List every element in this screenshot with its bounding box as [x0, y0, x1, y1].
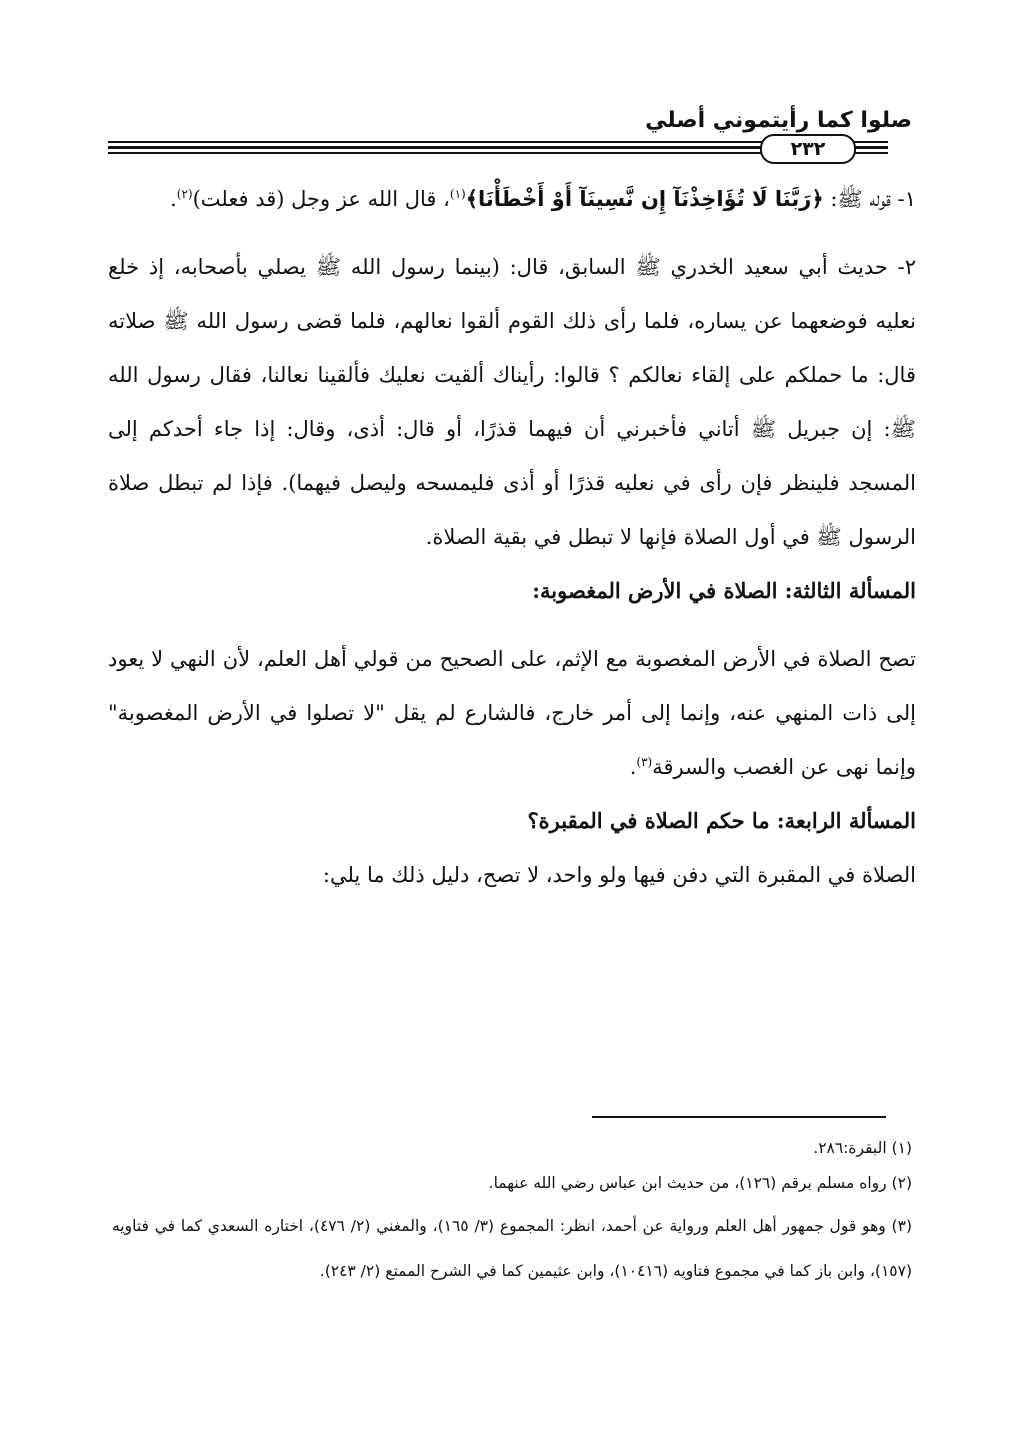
footnote-ref-1: (١): [449, 187, 466, 201]
footnote-2: (٢) رواه مسلم برقم (١٢٦)، من حديث ابن عباس رضي الله عنهما.: [488, 1174, 912, 1192]
quran-verse: ﴿رَبَّنَا لَا تُؤَاخِذْنَآ إِن نَّسِينَآ أَوْ أَخْطَأْنَا﴾: [465, 187, 824, 211]
page-number: ٢٣٢: [760, 134, 856, 164]
paragraph-3-text: تصح الصلاة في الأرض المغصوبة مع الإثم، على الصحيح من قولي أهل العلم، لأن النهي لا يعود إلى ذات المنهي عنه، وإنما إلى أمر خارج، فالشارع لم يقل "لا تصلوا في الأرض المغصوبة" وإنما نهى عن الغصب والسرقة: [108, 647, 916, 779]
footnote-ref-2: (٢): [176, 187, 193, 201]
paragraph-2: ٢- حديث أبي سعيد الخدري ﷺ السابق، قال: (بينما رسول الله ﷺ يصلي بأصحابه، إذ خلع نعليه فوضعهما عن يساره، فلما رأى ذلك القوم ألقوا نعالهم، فلما قضى رسول الله ﷺ صلاته قال: ما حملكم على إلقاء نعالكم ؟ قالوا: رأيناك ألقيت نعليك فألقينا نعالنا، فقال رسول الله ﷺ: إن جبريل ﷺ أتاني فأخبرني أن فيهما قذرًا، أو قال: أذى، وقال: إذا جاء أحدكم إلى المسجد فلينظر فإن رأى في نعليه قذرًا أو أذى فليمسحه وليصل فيهما). فإذا لم تبطل صلاة الرسول ﷺ في أول الصلاة فإنها لا تبطل في بقية الصلاة.: [108, 255, 916, 549]
heading-issue-4: المسألة الرابعة: ما حكم الصلاة في المقبرة؟: [527, 808, 916, 833]
footnote-separator: [592, 1116, 886, 1118]
paragraph-1-end: .: [170, 187, 177, 211]
paragraph-4: الصلاة في المقبرة التي دفن فيها ولو واحد، لا تصح، دليل ذلك ما يلي:: [322, 863, 916, 887]
footnote-ref-3: (٣): [636, 755, 653, 769]
footnote-1: (١) البقرة:٢٨٦.: [813, 1139, 912, 1157]
body-text: [108, 172, 916, 902]
footnotes: [112, 1134, 912, 1300]
paragraph-3: [108, 632, 916, 794]
paragraph-3-end: .: [629, 755, 637, 779]
footnote-3: (٣) وهو قول جمهور أهل العلم ورواية عن أحمد، انظر: المجموع (٣/ ١٦٥)، والمغني (٢/ ٤٧٦)، اختاره السعدي كما في فتاويه (١٥٧)، وابن باز كما في مجموع فتاويه (١٠٤١٦)، وابن عثيمين كما في الشرح الممتع (٢/ ٢٤٣).: [112, 1217, 912, 1280]
heading-issue-3: المسألة الثالثة: الصلاة في الأرض المغصوبة:: [532, 578, 916, 603]
paragraph-1-lead: ١- قوله ﷺ:: [823, 187, 916, 211]
running-title: صلوا كما رأيتموني أصلي: [645, 108, 912, 133]
paragraph-1: [108, 172, 916, 226]
paragraph-1-middle: ، قال الله عز وجل (قد فعلت): [192, 187, 450, 211]
